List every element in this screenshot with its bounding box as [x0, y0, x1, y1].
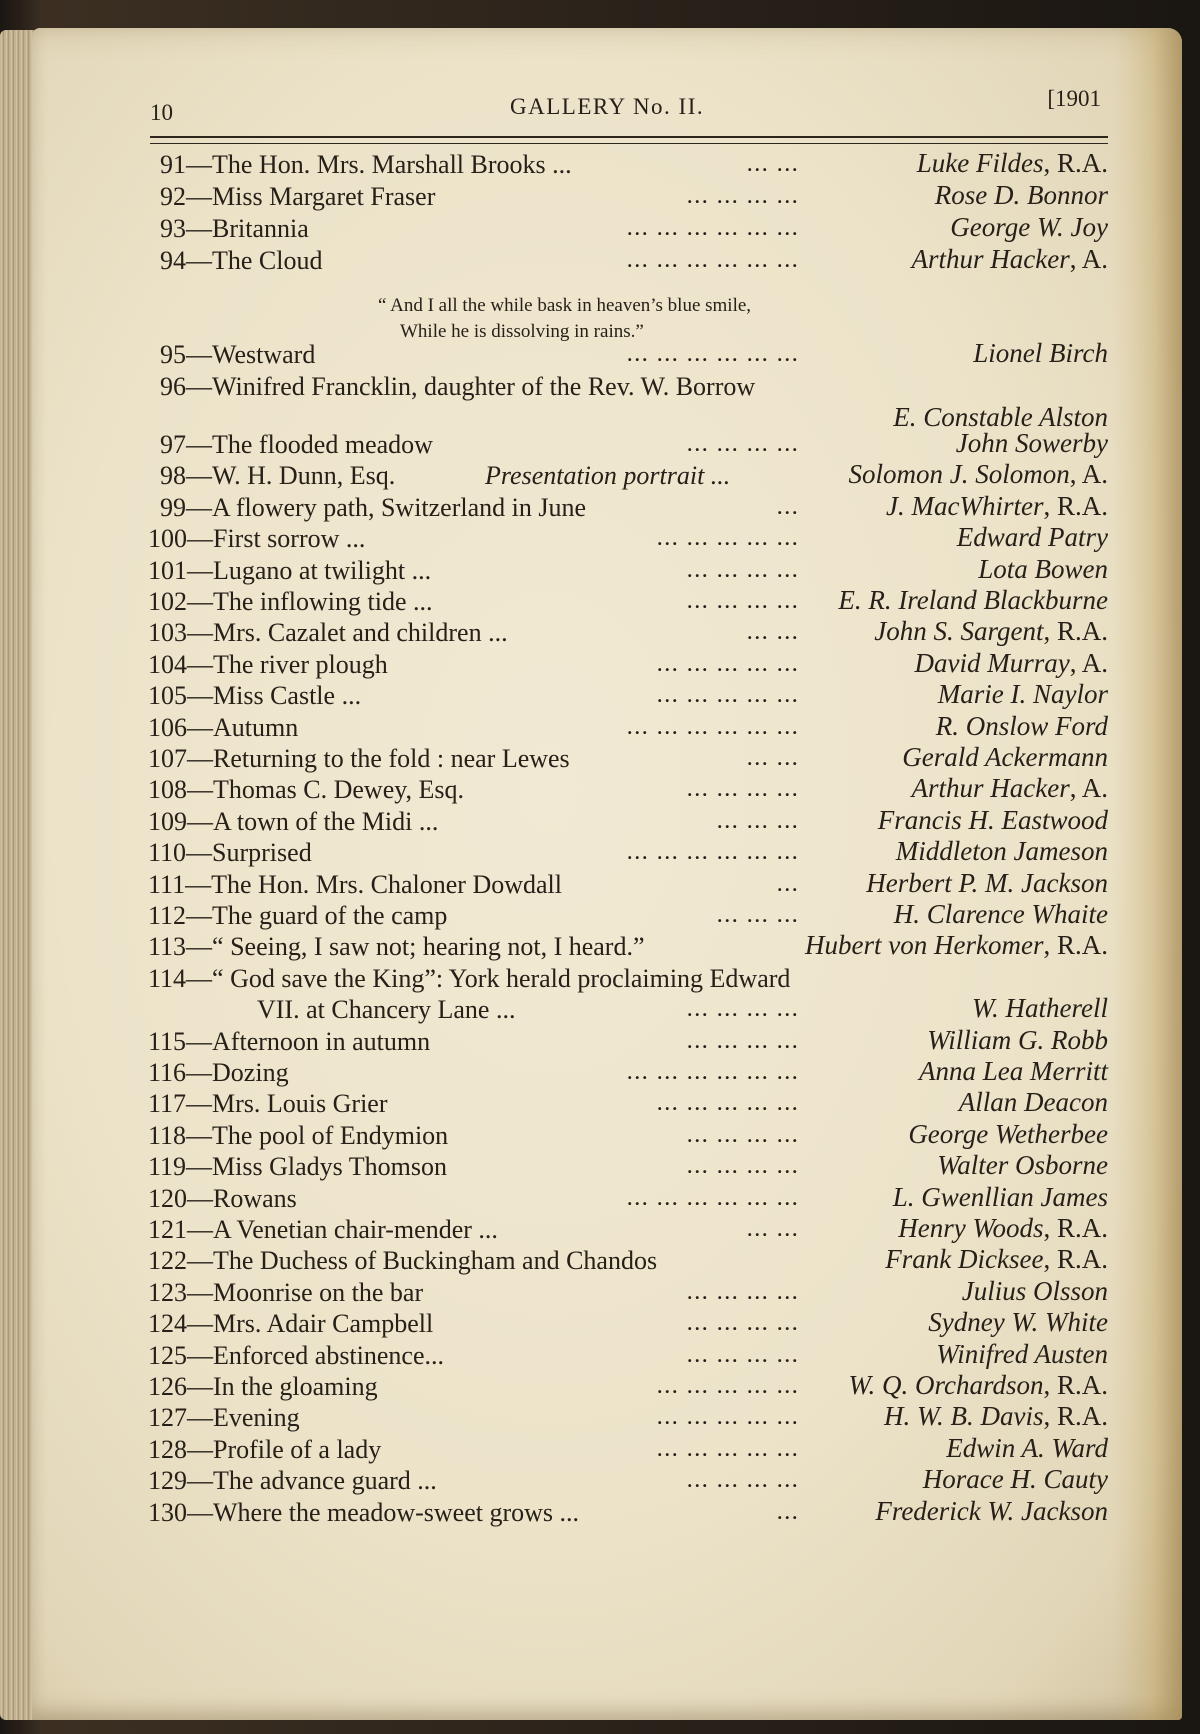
leader-dots: ... ... ... ... ...: [657, 1439, 800, 1460]
leader-dots: ... ... ... ... ...: [657, 1408, 800, 1429]
list-item: [148, 1495, 1120, 1532]
leader-dots: ... ... ... ...: [687, 560, 800, 581]
leader-dots: ... ... ... ...: [687, 1345, 800, 1366]
artist-name: Edward Patry: [956, 522, 1108, 553]
artist-name: Arthur Hacker, A.: [911, 773, 1108, 804]
leader-dots: ... ...: [747, 749, 800, 769]
gallery-title: GALLERY No. II.: [510, 94, 705, 119]
artist-honour: , R.A.: [1043, 1401, 1108, 1432]
entry-title: 93—Britannia: [160, 214, 309, 243]
entry-title: 118—The pool of Endymion: [148, 1120, 449, 1150]
entry-title: 114—“ God save the King”: York herald proclaiming Edward: [148, 963, 791, 993]
leader-dots: ... ... ... ... ... ...: [627, 251, 800, 271]
year-marker: [1901: [1047, 86, 1101, 111]
leader-dots: ...: [777, 874, 800, 895]
artist-name: George Wetherbee: [908, 1118, 1108, 1149]
artist-name: Anna Lea Merritt: [919, 1056, 1108, 1086]
list-item: [160, 214, 1120, 248]
leader-dots: ... ... ... ... ...: [657, 654, 800, 675]
artist-name: E. Constable Alston: [893, 402, 1108, 432]
artist-name: Allan Deacon: [958, 1087, 1108, 1118]
entry-title: 113—“ Seeing, I saw not; hearing not, I heard.”: [148, 932, 645, 962]
leader-dots: ... ...: [747, 623, 800, 644]
artist-name: Frank Dicksee, R.A.: [885, 1244, 1108, 1275]
leader-dots: ...: [777, 497, 800, 518]
entry-title: 107—Returning to the fold : near Lewes: [148, 744, 570, 773]
entry-title: 92—Miss Margaret Fraser: [160, 182, 436, 211]
leader-dots: ... ... ... ...: [687, 592, 800, 612]
entry-title: 125—Enforced abstinence...: [148, 1340, 445, 1370]
artist-name: H. W. B. Davis, R.A.: [883, 1401, 1108, 1432]
artist-honour: , R.A.: [1043, 1370, 1108, 1400]
artist-name: W. Hatherell: [972, 993, 1108, 1024]
leader-dots: ...: [777, 1502, 800, 1523]
leader-dots: ... ... ... ...: [687, 1125, 800, 1146]
entry-title: 102—The inflowing tide ...: [148, 587, 433, 616]
artist-name: H. Clarence Whaite: [893, 899, 1108, 929]
entry-title: 121—A Venetian chair-mender ...: [148, 1215, 498, 1244]
entry-title: 97—The flooded meadow: [160, 430, 433, 459]
artist-honour: , A.: [1069, 244, 1108, 274]
artist-honour: , A.: [1069, 647, 1108, 678]
artist-name: Lionel Birch: [973, 338, 1108, 368]
artist-name: W. Q. Orchardson, R.A.: [848, 1370, 1108, 1400]
entry-title: 130—Where the meadow-sweet grows ...: [148, 1497, 580, 1527]
leader-dots: ... ... ... ... ...: [657, 686, 800, 707]
entry-title: 129—The advance guard ...: [148, 1466, 437, 1496]
artist-honour: , R.A.: [1043, 930, 1108, 961]
artist-honour: , R.A.: [1043, 490, 1108, 521]
artist-name: David Murray, A.: [914, 647, 1108, 678]
entry-title: 96—Winifred Francklin, daughter of the Rev. W. Borrow: [160, 372, 756, 401]
entry-note: Presentation portrait ...: [485, 461, 731, 491]
entry-title: 109—A town of the Midi ...: [148, 806, 439, 836]
leader-dots: ... ... ... ...: [687, 1000, 800, 1021]
leader-dots: ... ... ... ... ...: [657, 529, 800, 550]
entry-title: 116—Dozing: [148, 1058, 289, 1087]
entry-title: 104—The river plough: [148, 649, 388, 679]
artist-name: E. R. Ireland Blackburne: [838, 585, 1108, 615]
artist-name: Solomon J. Solomon, A.: [848, 459, 1108, 490]
list-item: [160, 372, 1120, 432]
header-rule-thin: [150, 143, 1108, 144]
entry-title: 106—Autumn: [148, 712, 299, 742]
page-number: 10: [150, 100, 173, 125]
leader-dots: ... ... ... ...: [687, 435, 800, 455]
artist-name: Middleton Jameson: [895, 836, 1108, 867]
leader-dots: ... ... ... ... ...: [657, 1377, 800, 1397]
artist-name: Hubert von Herkomer, R.A.: [805, 930, 1108, 961]
entry-title: 119—Miss Gladys Thomson: [148, 1152, 448, 1182]
leader-dots: ... ... ... ... ... ...: [627, 717, 800, 738]
leader-dots: ... ... ... ... ... ...: [627, 1063, 800, 1083]
leader-dots: ... ... ... ...: [687, 1282, 800, 1303]
artist-honour: , R.A.: [1043, 1244, 1108, 1275]
quote-line-2: While he is dissolving in rains.”: [400, 321, 644, 342]
leader-dots: ... ... ... ...: [687, 1471, 800, 1492]
entry-title: 101—Lugano at twilight ...: [148, 555, 432, 585]
entry-title: 128—Profile of a lady: [148, 1434, 382, 1464]
artist-name: John Sowerby: [955, 428, 1108, 458]
artist-name: Frederick W. Jackson: [875, 1495, 1108, 1526]
artist-name: John S. Sargent, R.A.: [874, 616, 1108, 647]
entry-title: 100—First sorrow ...: [148, 524, 366, 554]
entry-title: 110—Surprised: [148, 838, 312, 868]
leader-dots: ... ... ... ...: [687, 187, 800, 207]
artist-name: Gerald Ackermann: [902, 742, 1108, 772]
entry-title: 108—Thomas C. Dewey, Esq.: [148, 775, 465, 805]
entry-title: 112—The guard of the camp: [148, 901, 448, 930]
leader-dots: ... ...: [747, 155, 800, 175]
list-item: [148, 930, 1120, 966]
artist-honour: , A.: [1069, 773, 1108, 804]
artist-name: Marie I. Naylor: [937, 679, 1108, 710]
list-item: [160, 246, 1120, 280]
entry-title: 124—Mrs. Adair Campbell: [148, 1309, 434, 1339]
entry-title: 122—The Duchess of Buckingham and Chandos: [148, 1246, 658, 1276]
artist-name: Walter Osborne: [937, 1150, 1108, 1181]
header-rule-thick: [150, 136, 1108, 138]
artist-honour: , R.A.: [1043, 616, 1108, 647]
entry-title: 95—Westward: [160, 340, 316, 369]
leader-dots: ... ... ... ... ... ...: [627, 345, 800, 365]
leader-dots: ... ... ... ... ... ...: [627, 1188, 800, 1209]
artist-name: R. Onslow Ford: [935, 710, 1108, 741]
artist-name: L. Gwenllian James: [892, 1181, 1108, 1212]
leader-dots: ... ... ... ...: [687, 1031, 800, 1052]
artist-name: Herbert P. M. Jackson: [866, 867, 1108, 898]
leader-dots: ... ...: [747, 1220, 800, 1240]
entry-title: 123—Moonrise on the bar: [148, 1277, 424, 1307]
artist-name: Lota Bowen: [978, 553, 1108, 584]
list-item: [148, 522, 1120, 558]
artist-name: William G. Robb: [927, 1024, 1108, 1055]
artist-honour: , R.A.: [1043, 148, 1108, 178]
entry-title: 120—Rowans: [148, 1183, 297, 1213]
artist-honour: , A.: [1069, 459, 1108, 490]
entry-title: 105—Miss Castle ...: [148, 681, 362, 711]
leader-dots: ... ... ... ... ...: [657, 1094, 800, 1115]
entry-title: 103—Mrs. Cazalet and children ...: [148, 618, 508, 648]
leader-dots: ... ... ... ... ... ...: [627, 843, 800, 864]
entry-title: 91—The Hon. Mrs. Marshall Brooks ...: [160, 150, 572, 179]
page-header: [150, 86, 1105, 130]
artist-name: Henry Woods, R.A.: [898, 1213, 1108, 1243]
entry-title: 94—The Cloud: [160, 246, 323, 275]
entry-title: 111—The Hon. Mrs. Chaloner Dowdall: [148, 869, 563, 899]
artist-name: Sydney W. White: [928, 1307, 1108, 1338]
artist-name: Arthur Hacker, A.: [911, 244, 1108, 274]
artist-name: Winifred Austen: [936, 1338, 1108, 1369]
list-item: [160, 182, 1120, 216]
leader-dots: ... ... ... ...: [687, 1314, 800, 1335]
leader-dots: ... ... ...: [717, 906, 800, 926]
list-item: [160, 340, 1120, 374]
list-item: [160, 150, 1120, 184]
artist-honour: , R.A.: [1043, 1213, 1108, 1243]
artist-name: Horace H. Cauty: [922, 1464, 1108, 1495]
entry-title: 127—Evening: [148, 1403, 300, 1433]
leader-dots: ... ... ... ...: [687, 780, 800, 801]
quote-line-1: “ And I all the while bask in heaven’s blue smile,: [378, 295, 752, 316]
page-curl-shadow: [1112, 28, 1182, 1720]
artist-name: Rose D. Bonnor: [934, 180, 1108, 210]
entry-title: 126—In the gloaming: [148, 1372, 378, 1401]
artist-name: Julius Olsson: [961, 1275, 1108, 1306]
artist-name: Luke Fildes, R.A.: [916, 148, 1108, 178]
leader-dots: ... ... ...: [717, 811, 800, 832]
entry-title: 115—Afternoon in autumn: [148, 1026, 431, 1056]
entry-title: 99—A flowery path, Switzerland in June: [160, 492, 587, 522]
entry-title: 98—W. H. Dunn, Esq.: [160, 461, 396, 491]
entry-title: VII. at Chancery Lane ...: [257, 995, 516, 1025]
artist-name: J. MacWhirter, R.A.: [886, 490, 1108, 521]
leader-dots: ... ... ... ...: [687, 1157, 800, 1178]
entry-title: 117—Mrs. Louis Grier: [148, 1089, 388, 1119]
leader-dots: ... ... ... ... ... ...: [627, 219, 800, 239]
artist-name: Francis H. Eastwood: [877, 804, 1108, 835]
artist-name: George W. Joy: [950, 212, 1108, 242]
artist-name: Edwin A. Ward: [946, 1432, 1108, 1463]
